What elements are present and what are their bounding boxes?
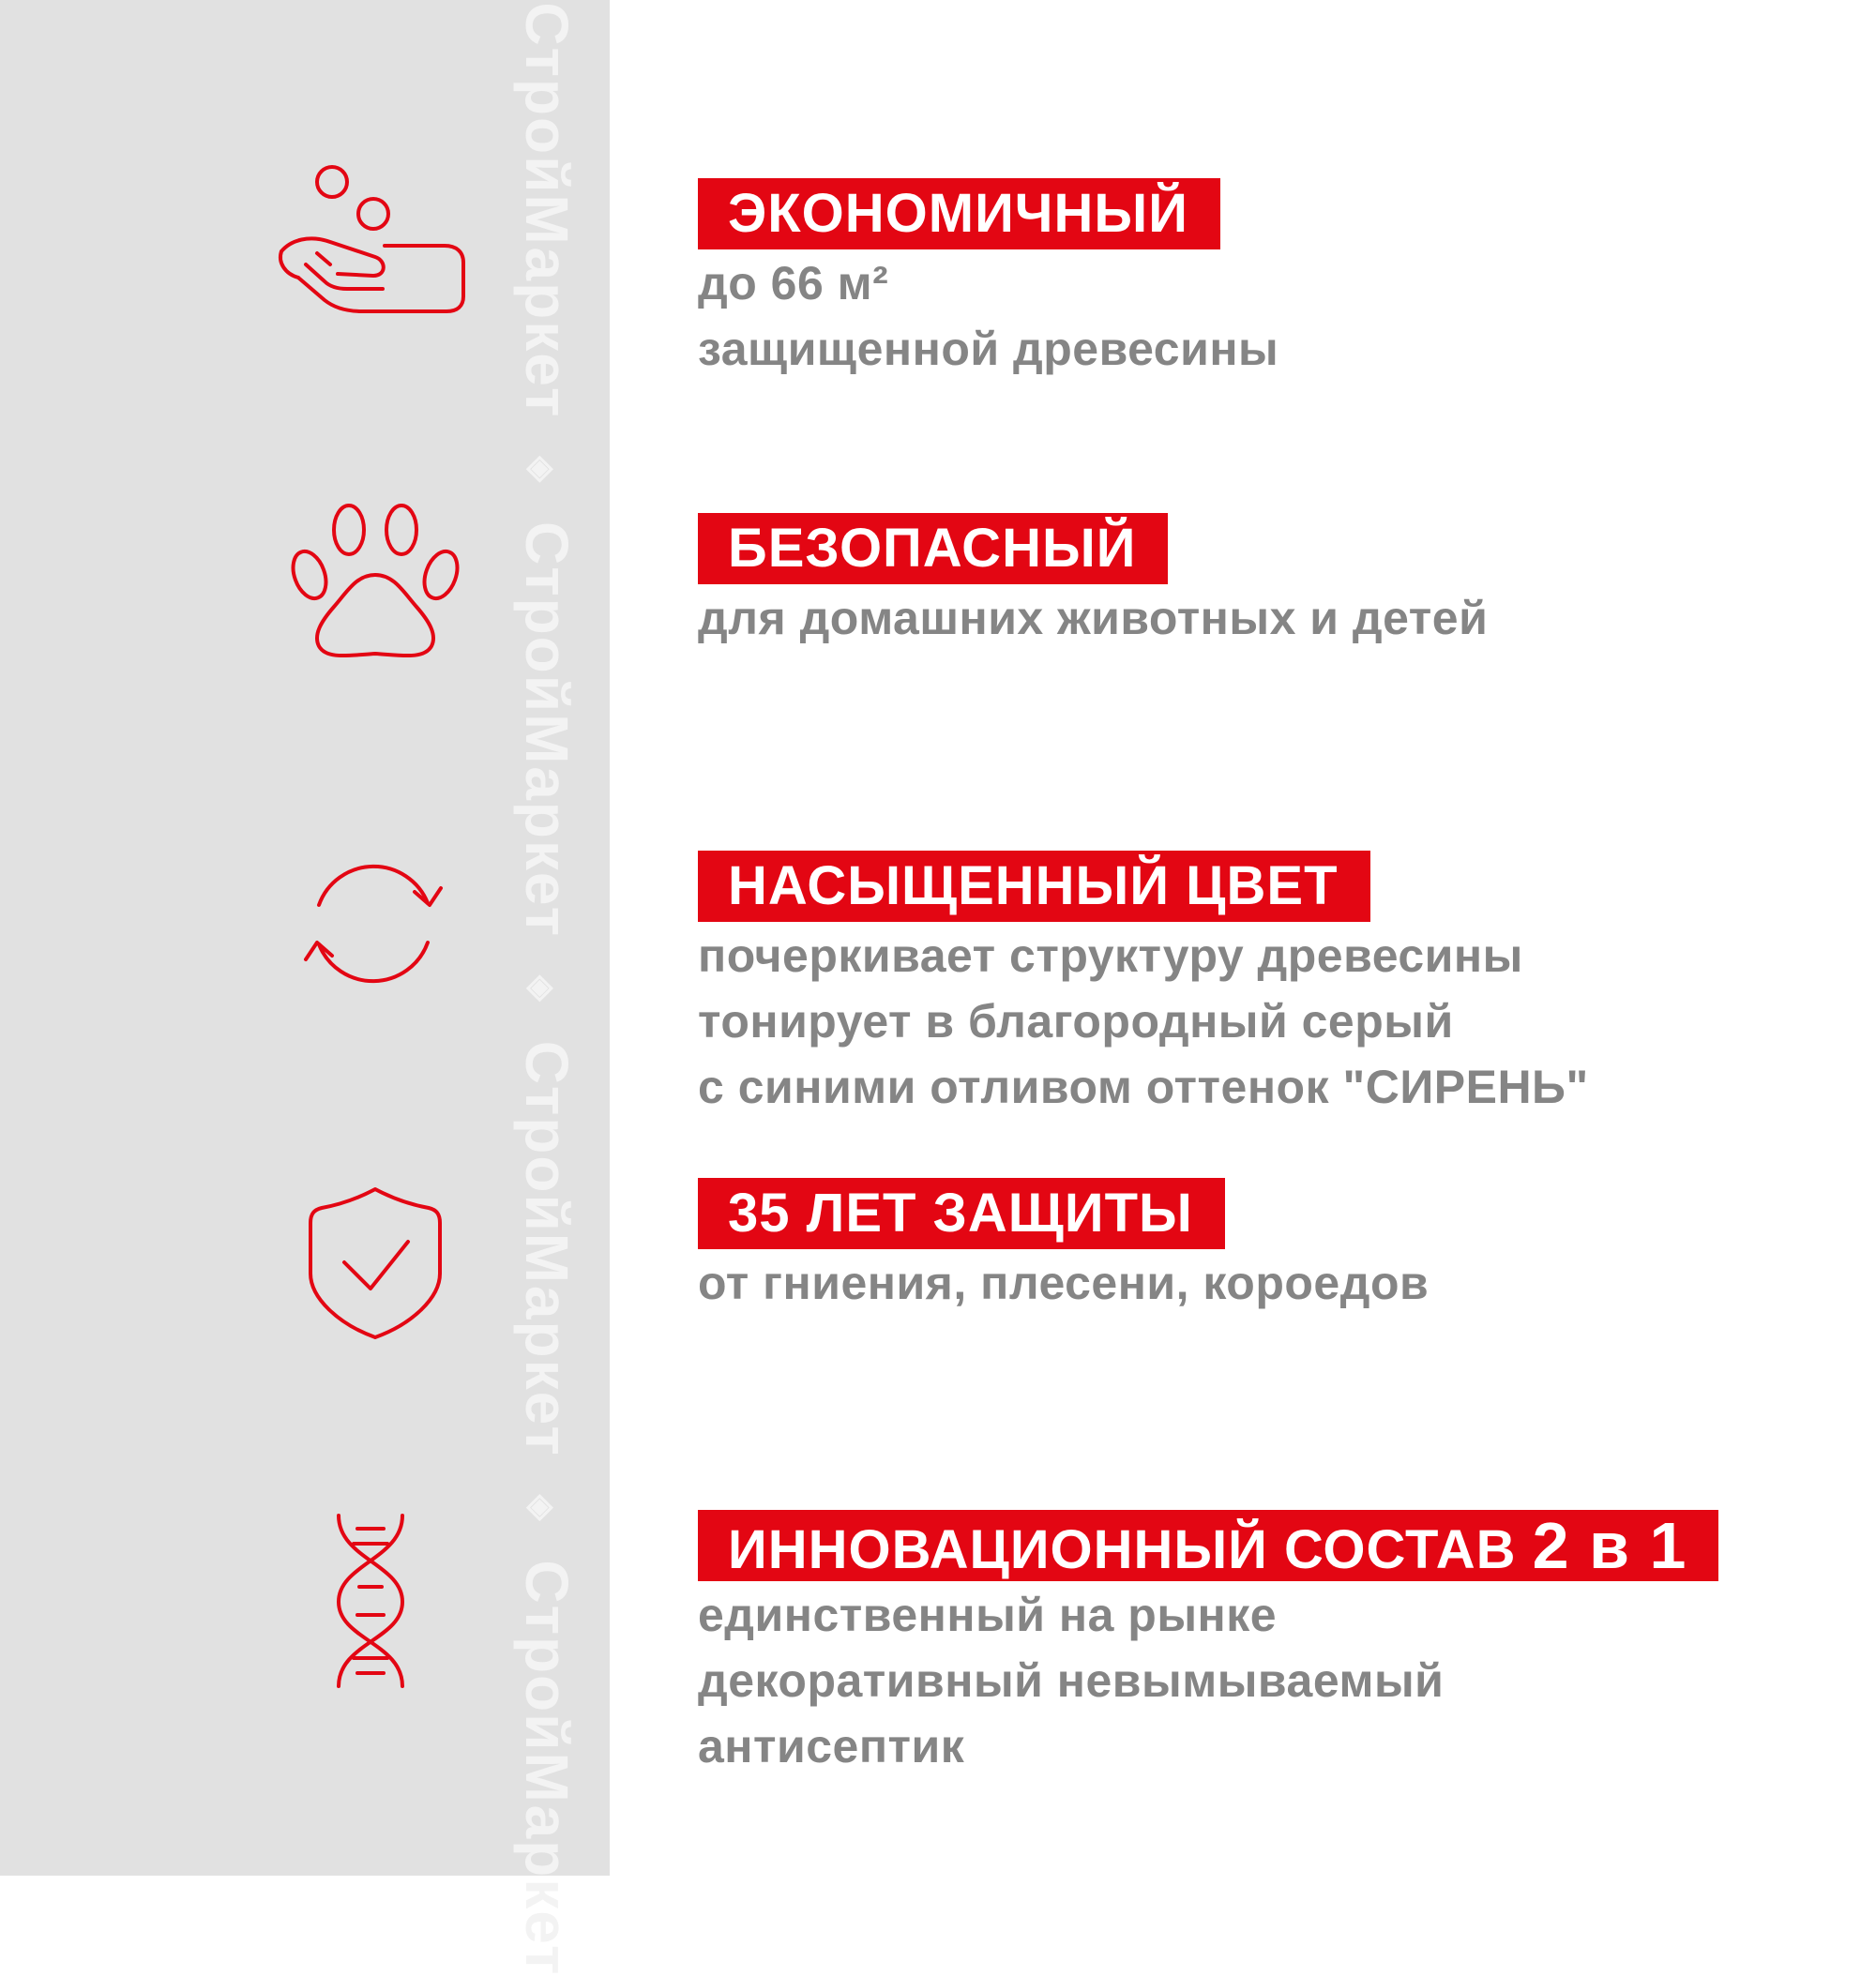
feature-innovative [698, 1510, 1718, 1778]
watermark-logo-icon: ◈ [522, 1494, 562, 1523]
watermark-logo-icon: ◈ [522, 975, 562, 1003]
feature-tag: ЭКОНОМИЧНЫЙ [698, 178, 1220, 249]
feature-tag-big: 2 в 1 [1532, 1509, 1687, 1582]
paw-icon [281, 502, 469, 661]
feature-desc-line: единственный на рынке [698, 1589, 1278, 1641]
feature-tag [698, 1510, 1718, 1581]
watermark-text: СтройМаркет [513, 1040, 581, 1457]
feature-desc-line: с синими отливом оттенок "СИРЕНЬ" [698, 1061, 1589, 1113]
feature-tag: БЕЗОПАСНЫЙ [698, 513, 1168, 584]
watermark-logo-icon: ◈ [522, 456, 562, 484]
watermark [512, 0, 582, 1976]
feature-tag-main: ИННОВАЦИОННЫЙ СОСТАВ [728, 1519, 1517, 1580]
feature-desc-line: до 66 м² [698, 257, 889, 309]
feature-tag: НАСЫЩЕННЫЙ ЦВЕТ [698, 851, 1370, 922]
feature-protection-years [698, 1178, 1429, 1315]
refresh-icon [298, 849, 448, 999]
watermark-text: СтройМаркет [513, 2, 581, 419]
feature-tag: 35 ЛЕТ ЗАЩИТЫ [698, 1178, 1225, 1249]
watermark-text: СтройМаркет [513, 1560, 581, 1976]
feature-desc-line: почеркивает структуру древесины [698, 929, 1523, 982]
watermark-text: СтройМаркет [513, 521, 581, 938]
feature-desc-line: защищенной древесины [698, 323, 1279, 375]
feature-rich-color [698, 851, 1589, 1119]
hand-coins-icon [272, 159, 478, 328]
dna-icon [324, 1512, 417, 1690]
feature-desc-line: тонирует в благородный серый [698, 995, 1454, 1048]
feature-desc-line: декоративный невымываемый [698, 1654, 1445, 1707]
shield-check-icon [305, 1184, 446, 1343]
feature-economical [698, 178, 1278, 381]
feature-desc-line: антисептик [698, 1720, 965, 1772]
feature-desc-line: от гниения, плесени, короедов [698, 1257, 1430, 1309]
feature-desc-line: для домашних животных и детей [698, 592, 1489, 644]
feature-safe [698, 513, 1488, 650]
